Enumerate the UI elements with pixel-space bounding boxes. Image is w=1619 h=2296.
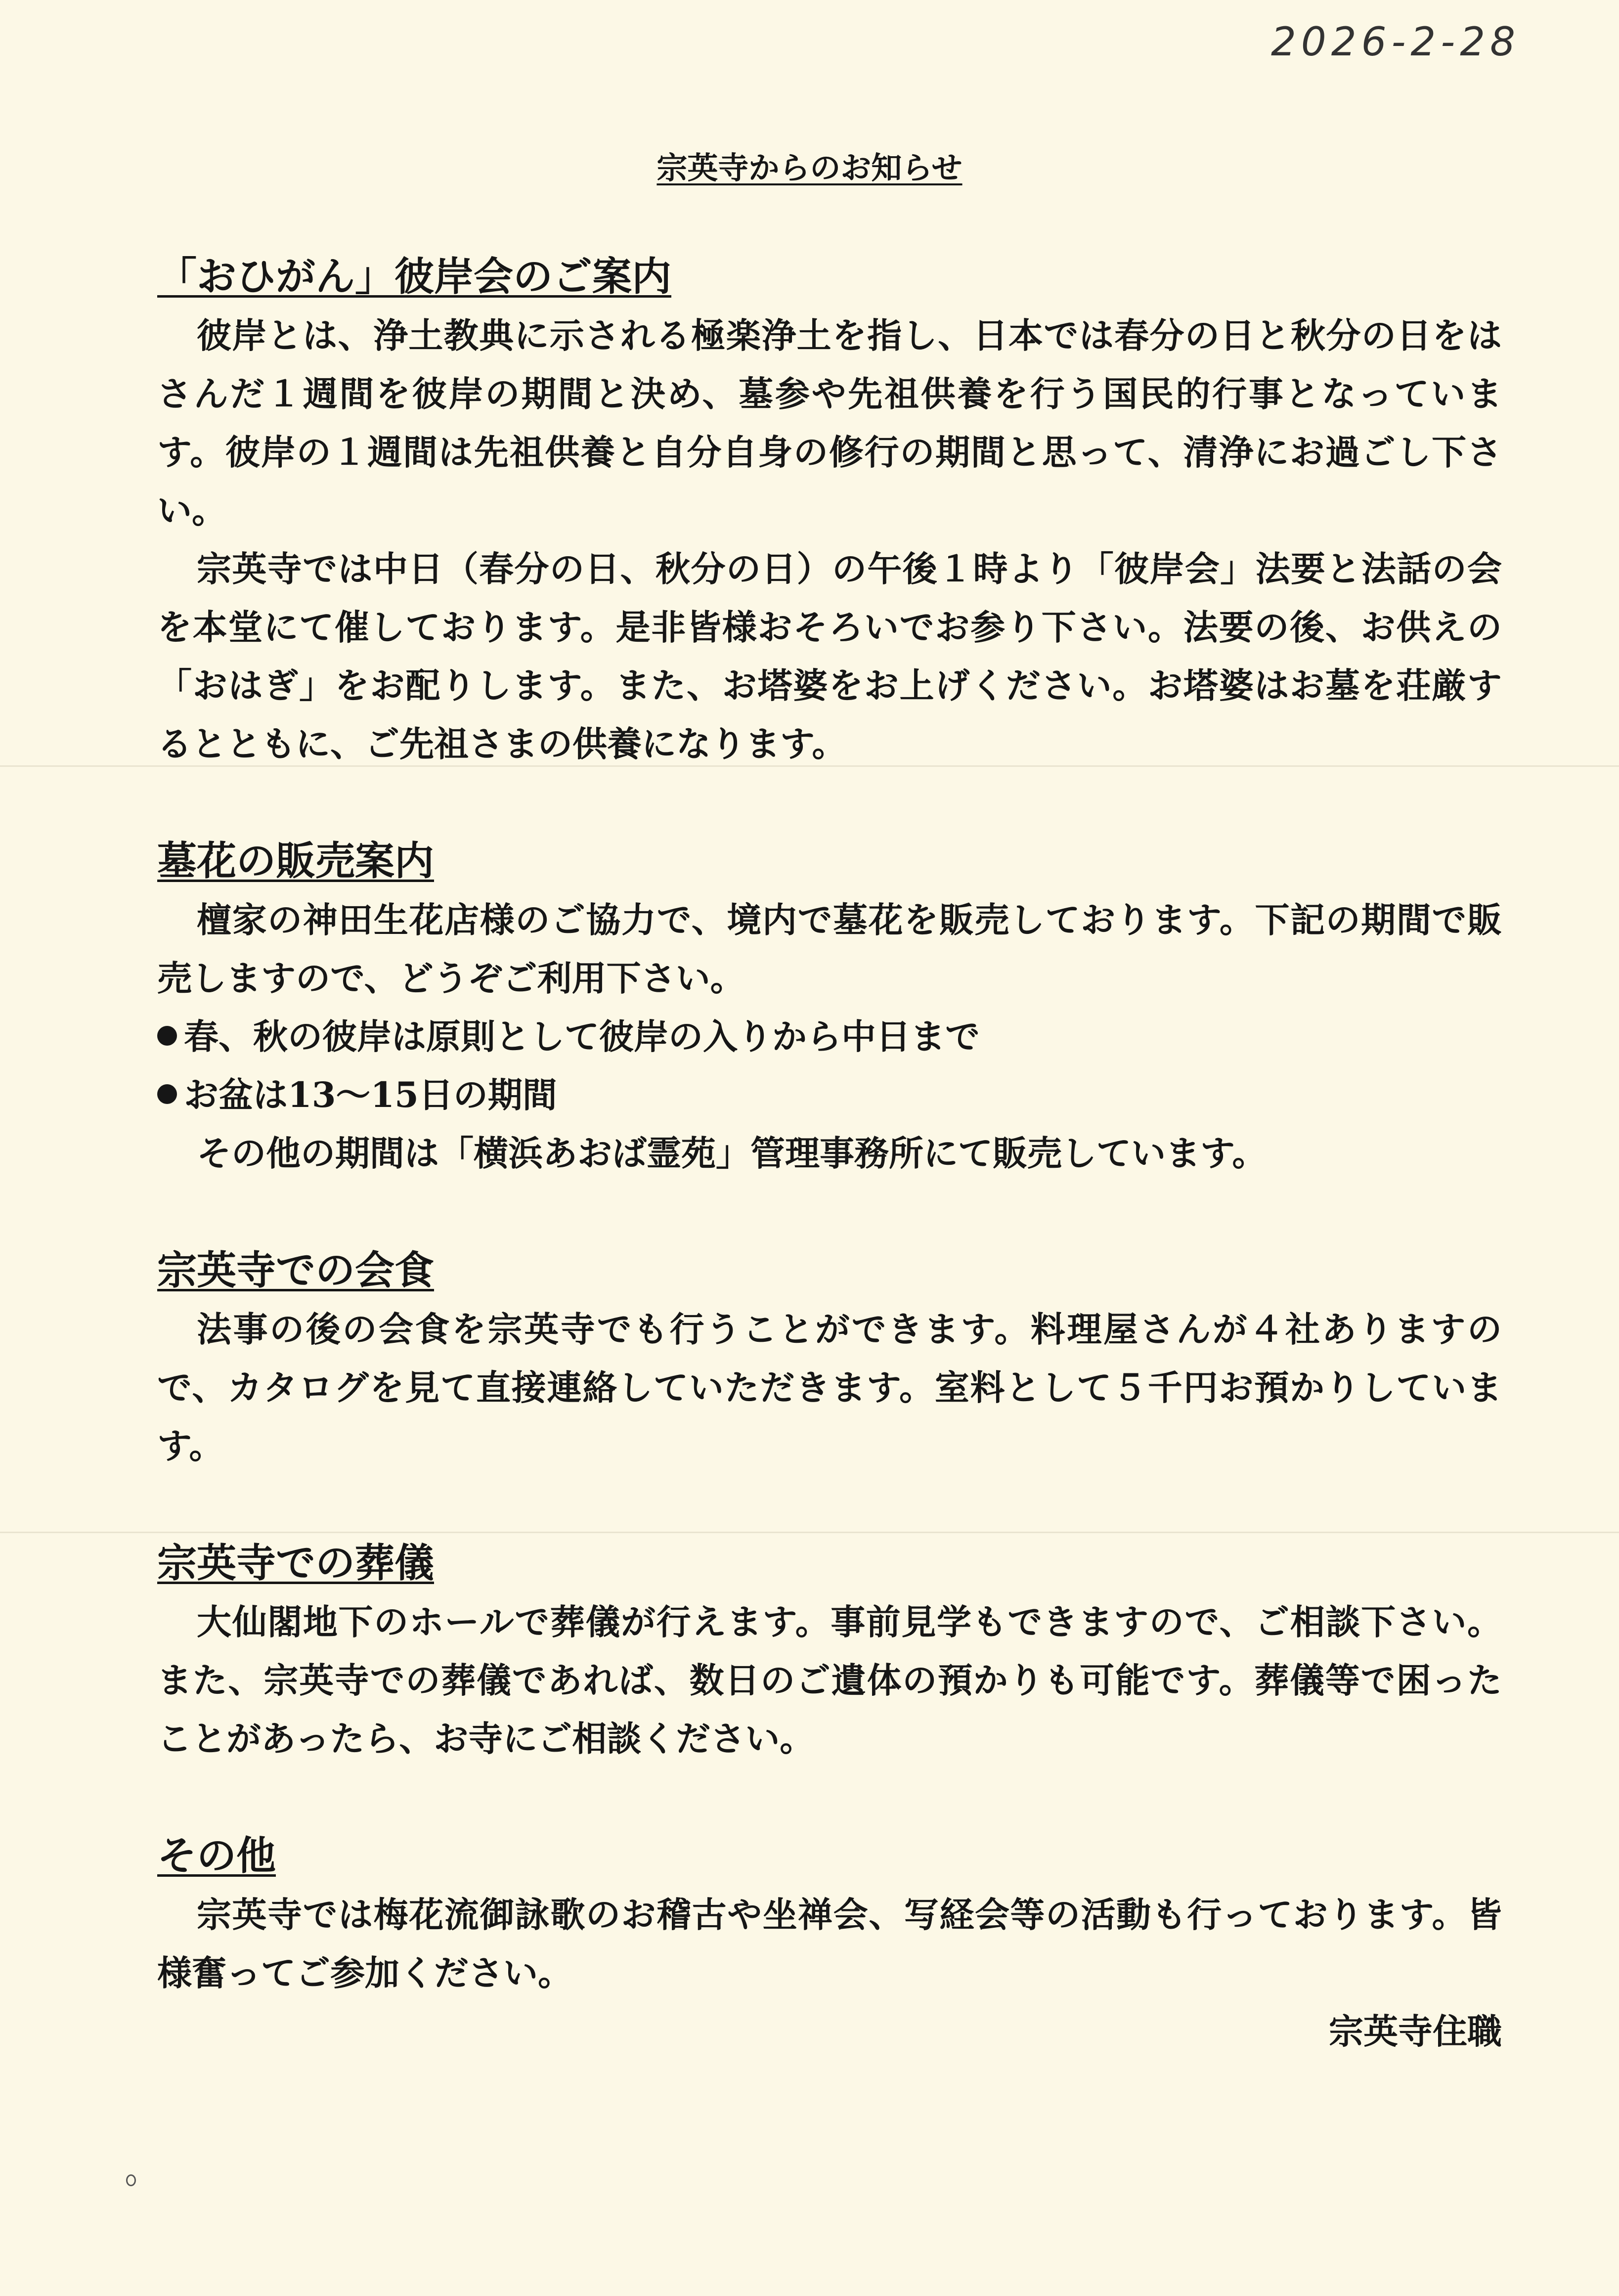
bullet-item: [157, 1008, 1502, 1066]
section-funeral: [157, 1534, 1502, 1768]
spacer: [157, 1768, 1502, 1826]
paper-speck: [126, 2174, 136, 2186]
paragraph: 檀家の神田生花店様のご協力で、境内で墓花を販売しております。下記の期間で販売しますので、どうぞご利用下さい。: [157, 899, 1502, 999]
section-heading: 墓花の販売案内: [157, 838, 434, 884]
paragraph: 宗英寺では中日（春分の日、秋分の日）の午後１時より「彼岸会」法要と法話の会を本堂にて催しております。是非皆様おそろいでお参り下さい。法要の後、お供えの「おはぎ」をお配りします。また、お塔婆をお上げください。お塔婆はお墓を荘厳するとともに、ご先祖さまの供養になります。: [157, 548, 1502, 764]
section-heading: 「おひがん」彼岸会のご案内: [157, 254, 671, 300]
section-heading: その他: [157, 1833, 276, 1879]
paragraph: 大仙閣地下のホールで葬儀が行えます。事前見学もできますので、ご相談下さい。また、宗英寺での葬儀であれば、数日のご遺体の預かりも可能です。葬儀等で困ったことがあったら、お寺にご相談ください。: [157, 1601, 1502, 1759]
bullet-item: [157, 1066, 1502, 1124]
handwritten-date: 2026-2-28: [1270, 19, 1520, 65]
bullet-text: お盆は13～15日の期間: [184, 1074, 557, 1115]
bullet-dot-icon: [157, 1026, 177, 1046]
paragraph: 彼岸とは、浄土教典に示される極楽浄土を指し、日本では春分の日と秋分の日をはさんだ１週間を彼岸の期間と決め、墓参や先祖供養を行う国民的行事となっています。彼岸の１週間は先祖供養と自分自身の修行の期間と思って、清浄にお過ごし下さい。: [157, 315, 1502, 531]
section-other: [157, 1826, 1502, 2002]
paragraph: その他の期間は「横浜あおば霊苑」管理事務所にて販売しています。: [197, 1133, 1267, 1174]
spacer: [157, 1183, 1502, 1241]
document-body: [157, 247, 1502, 2061]
paragraph: 宗英寺では梅花流御詠歌のお稽古や坐禅会、写経会等の活動も行っております。皆様奮ってご参加ください。: [157, 1894, 1502, 1993]
bullet-text: 春、秋の彼岸は原則として彼岸の入りから中日まで: [184, 1016, 980, 1057]
spacer: [157, 773, 1502, 832]
section-heading: 宗英寺での会食: [157, 1247, 434, 1293]
signature: 宗英寺住職: [1329, 2011, 1502, 2052]
section-heading: 宗英寺での葬儀: [157, 1540, 434, 1586]
section-meals: [157, 1241, 1502, 1475]
bullet-dot-icon: [157, 1084, 177, 1104]
document-title: 宗英寺からのお知らせ: [656, 150, 963, 186]
section-flowers: [157, 832, 1502, 1183]
paragraph: 法事の後の会食を宗英寺でも行うことができます。料理屋さんが４社ありますので、カタログを見て直接連絡していただきます。室料として５千円お預かりしています。: [157, 1309, 1502, 1466]
spacer: [157, 1475, 1502, 1534]
section-higan: [157, 247, 1502, 773]
